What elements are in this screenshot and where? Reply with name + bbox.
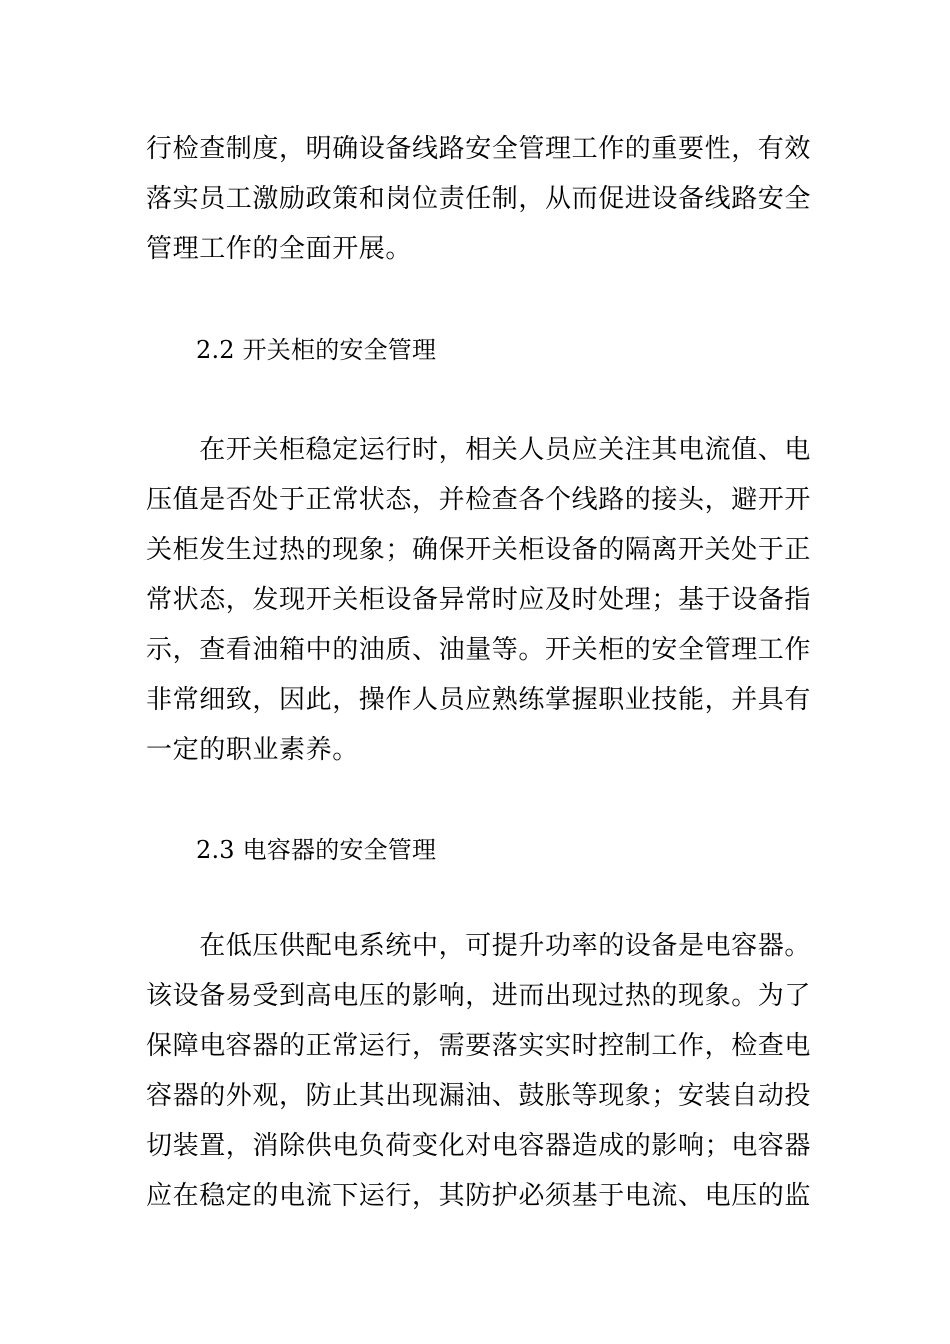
- paragraph-2-line-2: 压值是否处于正常状态，并检查各个线路的接头，避开开: [146, 485, 812, 515]
- paragraph-3-line-6: 应在稳定的电流下运行，其防护必须基于电流、电压的监: [146, 1181, 812, 1211]
- paragraph-3-line-3: 保障电容器的正常运行，需要落实实时控制工作，检查电: [146, 1031, 812, 1061]
- paragraph-2-line-1: 在开关柜稳定运行时，相关人员应关注其电流值、电: [146, 435, 812, 465]
- paragraph-2-line-7: 一定的职业素养。: [146, 735, 359, 765]
- paragraph-2-line-6: 非常细致，因此，操作人员应熟练掌握职业技能，并具有: [146, 685, 812, 715]
- paragraph-3-line-4: 容器的外观，防止其出现漏油、鼓胀等现象；安装自动投: [146, 1081, 812, 1111]
- paragraph-1-line-2: 落实员工激励政策和岗位责任制，从而促进设备线路安全: [146, 184, 812, 214]
- section-heading-2-3: 2.3 电容器的安全管理: [196, 836, 437, 864]
- paragraph-2-line-3: 关柜发生过热的现象；确保开关柜设备的隔离开关处于正: [146, 535, 812, 565]
- paragraph-1-line-3: 管理工作的全面开展。: [146, 234, 413, 264]
- paragraph-3-line-1: 在低压供配电系统中，可提升功率的设备是电容器。: [146, 931, 812, 961]
- paragraph-1-line-1: 行检查制度，明确设备线路安全管理工作的重要性，有效: [146, 134, 812, 164]
- paragraph-3-line-5: 切装置，消除供电负荷变化对电容器造成的影响；电容器: [146, 1131, 812, 1161]
- paragraph-2-line-4: 常状态，发现开关柜设备异常时应及时处理；基于设备指: [146, 585, 812, 615]
- paragraph-3-line-2: 该设备易受到高电压的影响，进而出现过热的现象。为了: [146, 981, 812, 1011]
- paragraph-2-line-5: 示，查看油箱中的油质、油量等。开关柜的安全管理工作: [146, 635, 812, 665]
- section-heading-2-2: 2.2 开关柜的安全管理: [196, 336, 437, 364]
